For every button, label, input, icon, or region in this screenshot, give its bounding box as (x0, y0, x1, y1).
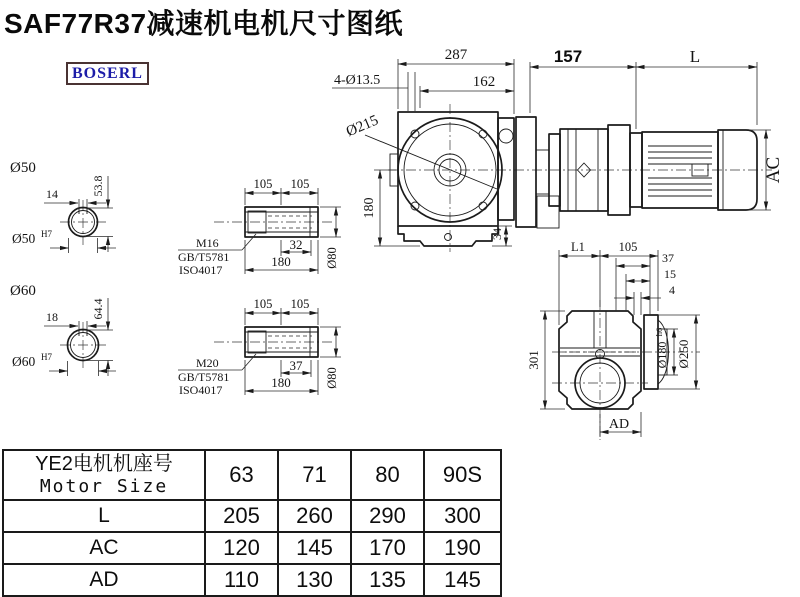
label-d60: Ø60 (10, 283, 36, 299)
dim-d80-m16: Ø80 (325, 247, 339, 269)
motor-fins (648, 146, 712, 196)
dim-64-4: 64.4 (91, 298, 105, 320)
hollow-shaft-detail-m16 (178, 177, 341, 277)
shaft-section-d60 (10, 283, 116, 376)
shaft-section-d50 (10, 160, 116, 253)
table-row-L (3, 500, 501, 532)
dim-287: 287 (444, 47, 468, 63)
dim-162: 162 (472, 74, 496, 90)
table-row-header (3, 450, 501, 500)
header-cell (3, 450, 205, 500)
boserl-logo: BOSERL (66, 62, 149, 85)
label-d50h7-tol: H7 (41, 229, 52, 239)
value-AD-80: 135 (351, 564, 424, 596)
value-L-90S: 300 (424, 500, 501, 532)
label-m16: M16 (196, 236, 219, 250)
dim-180-front: 180 (362, 197, 377, 219)
value-AC-71: 145 (278, 532, 351, 564)
motor-size-col-4: 90S (424, 450, 501, 500)
dim-AD: AD (608, 417, 630, 432)
dim-18: 18 (46, 310, 58, 324)
motor-size-col-3: 80 (351, 450, 424, 500)
gearbox-rear-view (526, 240, 700, 440)
dim-105a-m20: 105 (253, 297, 273, 311)
dim-d250: Ø250 (676, 339, 691, 369)
table-header-cn: YE2电机机座号 (35, 453, 173, 475)
dim-180-m16: 180 (271, 254, 291, 269)
dim-4-rear: 4 (669, 283, 675, 297)
value-AD-90S: 145 (424, 564, 501, 596)
table-row-AD (3, 564, 501, 596)
dim-flange-dia: Ø215 (343, 112, 381, 141)
motor-size-col-1: 63 (205, 450, 278, 500)
dim-34: 34 (490, 228, 504, 240)
dim-157: 157 (553, 47, 583, 66)
value-L-80: 290 (351, 500, 424, 532)
row-label-AD: AD (3, 564, 205, 596)
motor-size-table (2, 449, 502, 597)
dim-105-rear: 105 (618, 240, 638, 254)
gearbox-front-view (332, 47, 772, 252)
label-gbt5781-m16: GB/T5781 (178, 250, 230, 264)
value-AC-63: 120 (205, 532, 278, 564)
dim-37-m20: 37 (289, 358, 303, 373)
dim-d180-tol: h6 (654, 327, 664, 337)
dim-53-8: 53.8 (91, 175, 105, 197)
dim-AC: AC (763, 156, 784, 184)
value-L-63: 205 (205, 500, 278, 532)
table-header-en: Motor Size (39, 476, 169, 497)
motor-side-view (516, 47, 784, 228)
motor-size-col-2: 71 (278, 450, 351, 500)
value-AD-71: 130 (278, 564, 351, 596)
row-label-AC: AC (3, 532, 205, 564)
label-gbt5781-m20: GB/T5781 (178, 370, 230, 384)
value-L-71: 260 (278, 500, 351, 532)
table-row-AC (3, 532, 501, 564)
dim-32: 32 (289, 237, 303, 252)
dim-L: L (689, 47, 701, 66)
dim-d80-m20: Ø80 (325, 367, 339, 389)
dim-d180: Ø180 (655, 341, 669, 369)
dim-14: 14 (46, 187, 58, 201)
dim-37-rear: 37 (662, 251, 674, 265)
dim-L1: L1 (571, 240, 585, 254)
dim-180-m20: 180 (271, 375, 291, 390)
dim-105a-m16: 105 (253, 177, 273, 191)
label-d60h7: Ø60 (12, 354, 36, 369)
label-iso4017-m20: ISO4017 (179, 383, 223, 397)
label-d60h7-tol: H7 (41, 352, 52, 362)
value-AC-90S: 190 (424, 532, 501, 564)
dim-bolt-holes: 4-Ø13.5 (334, 73, 381, 88)
page-title: SAF77R37减速机电机尺寸图纸 (4, 8, 404, 39)
dim-105b-m16: 105 (290, 177, 310, 191)
hollow-shaft-detail-m20 (178, 297, 341, 397)
label-d50: Ø50 (10, 160, 36, 176)
label-iso4017-m16: ISO4017 (179, 263, 223, 277)
value-AD-63: 110 (205, 564, 278, 596)
label-m20: M20 (196, 356, 219, 370)
row-label-L: L (3, 500, 205, 532)
label-d50h7: Ø50 (12, 231, 36, 246)
dim-301: 301 (526, 350, 541, 370)
dim-105b-m20: 105 (290, 297, 310, 311)
value-AC-80: 170 (351, 532, 424, 564)
dim-15-rear: 15 (664, 267, 676, 281)
